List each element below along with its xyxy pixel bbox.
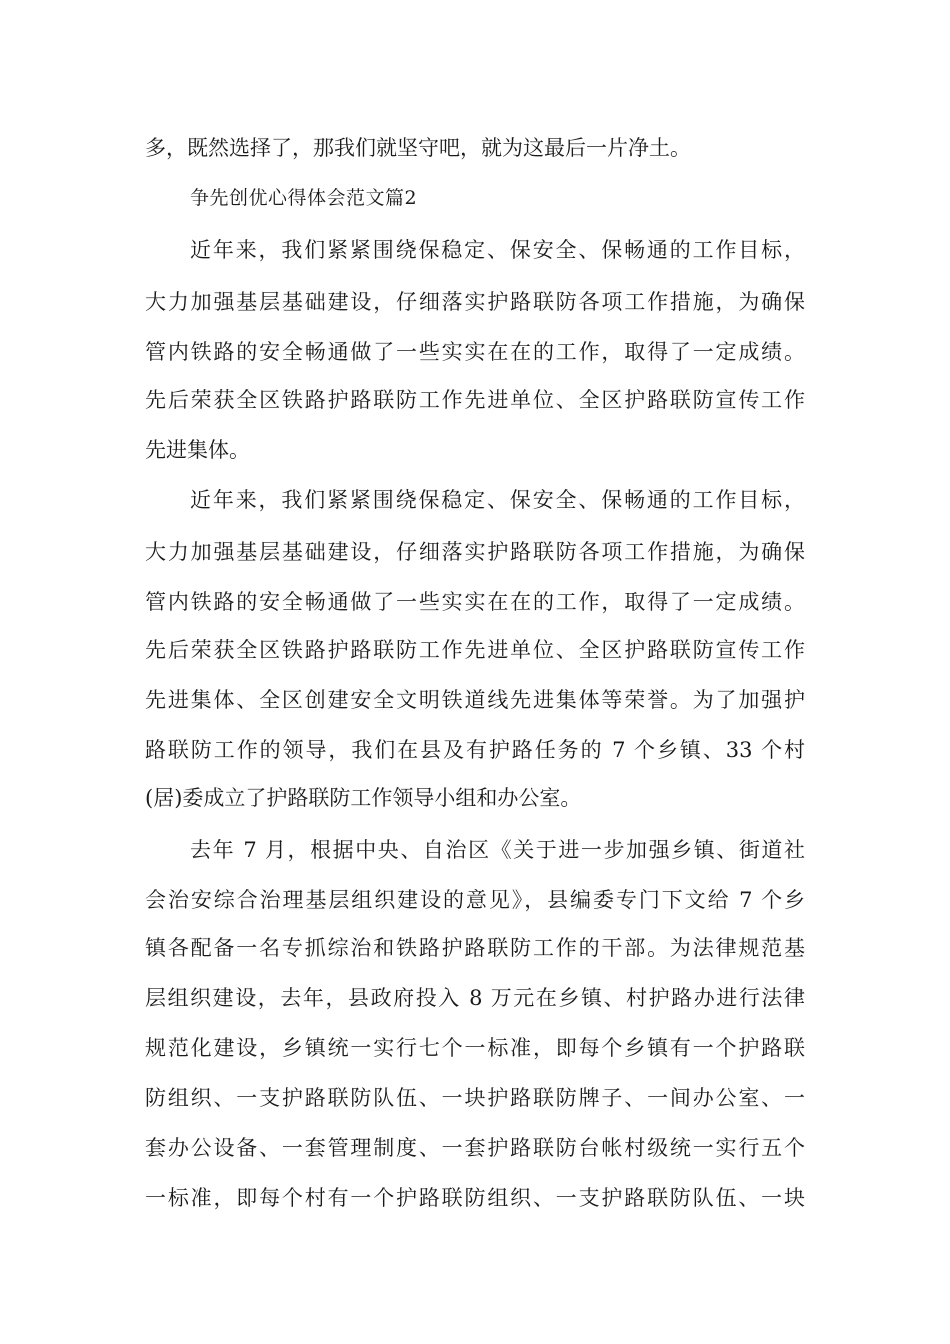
text-line: 路联防工作的领导，我们在县及有护路任务的 7 个乡镇、33 个村 [145, 738, 805, 762]
text-line: 一标准，即每个村有一个护路联防组织、一支护路联防队伍、一块 [145, 1186, 805, 1210]
text-line: 层组织建设，去年，县政府投入 8 万元在乡镇、村护路办进行法律 [145, 986, 805, 1010]
text-line: 镇各配备一名专抓综治和铁路护路联防工作的干部。为法律规范基 [145, 936, 805, 960]
text-line: 管内铁路的安全畅通做了一些实实在在的工作，取得了一定成绩。 [145, 590, 805, 614]
text-line: 先进集体、全区创建安全文明铁道线先进集体等荣誉。为了加强护 [145, 688, 805, 712]
section-heading: 争先创优心得体会范文篇2 [190, 187, 418, 209]
text-line: 防组织、一支护路联防队伍、一块护路联防牌子、一间办公室、一 [145, 1086, 805, 1110]
text-line: 先后荣获全区铁路护路联防工作先进单位、全区护路联防宣传工作 [145, 388, 805, 412]
text-line: 会治安综合治理基层组织建设的意见》，县编委专门下文给 7 个乡 [145, 888, 805, 912]
text-line: 去年 7 月，根据中央、自治区《关于进一步加强乡镇、街道社 [190, 838, 805, 862]
text-line: 大力加强基层基础建设，仔细落实护路联防各项工作措施，为确保 [145, 540, 805, 564]
text-line: 规范化建设，乡镇统一实行七个一标准，即每个乡镇有一个护路联 [145, 1036, 805, 1060]
text-line: 套办公设备、一套管理制度、一套护路联防台帐村级统一实行五个 [145, 1136, 805, 1160]
text-line: (居)委成立了护路联防工作领导小组和办公室。 [145, 786, 582, 810]
text-line: 管内铁路的安全畅通做了一些实实在在的工作，取得了一定成绩。 [145, 340, 805, 364]
text-line: 近年来，我们紧紧围绕保稳定、保安全、保畅通的工作目标， [190, 238, 805, 262]
text-line: 先进集体。 [145, 438, 250, 462]
text-line: 先后荣获全区铁路护路联防工作先进单位、全区护路联防宣传工作 [145, 638, 805, 662]
text-line: 近年来，我们紧紧围绕保稳定、保安全、保畅通的工作目标， [190, 488, 805, 512]
text-line: 多，既然选择了，那我们就坚守吧，就为这最后一片净土。 [145, 136, 691, 160]
text-line: 大力加强基层基础建设，仔细落实护路联防各项工作措施，为确保 [145, 290, 805, 314]
